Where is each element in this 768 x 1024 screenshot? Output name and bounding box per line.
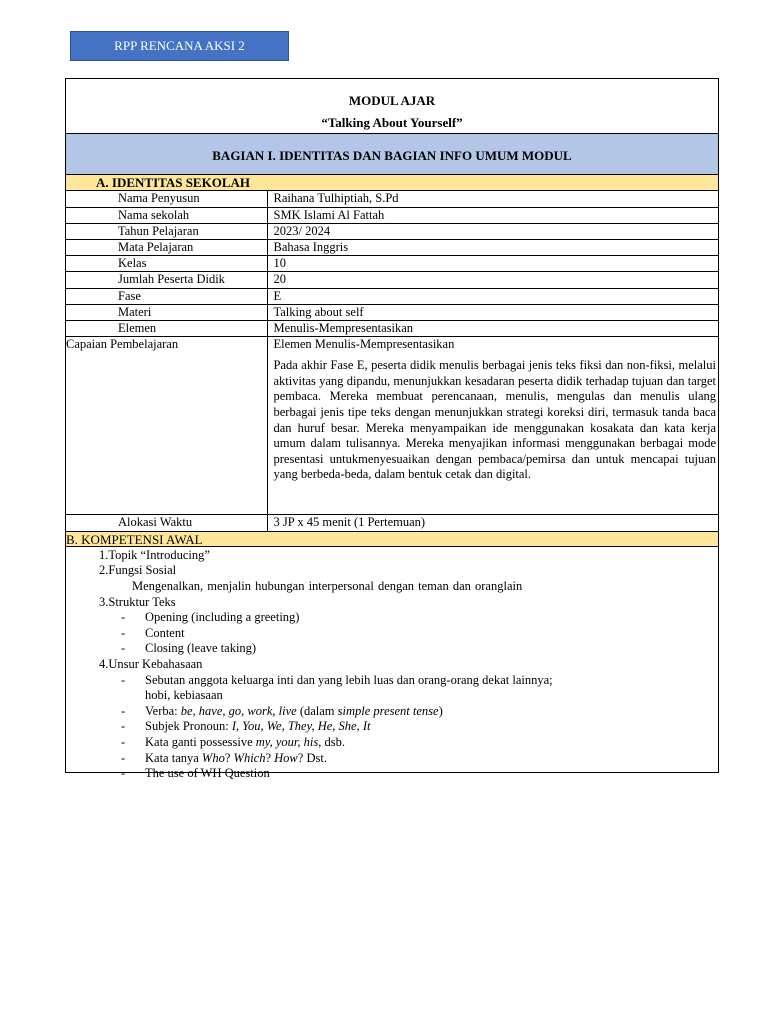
topik-item: 1.Topik “Introducing” [99,547,210,562]
subjek-words: I, You, We, They, He, She, It [231,719,371,734]
capaian-cell [267,337,718,515]
document-header [66,79,718,133]
list-item-text: Content [145,625,185,640]
row-label: Jumlah Peserta Didik [66,272,267,288]
dash-bullet: - [121,735,126,749]
list-item [66,751,718,767]
bagian-heading: BAGIAN I. IDENTITAS DAN BAGIAN INFO UMUM MODUL [66,133,718,175]
capaian-element-heading: Elemen Menulis-Mempresentasikan [273,337,455,352]
row-value: Bahasa Inggris [267,240,718,256]
tanya-suffix: ? Dst. [297,750,327,765]
unsur-list [66,673,718,689]
fungsi-item: 2.Fungsi Sosial [99,563,177,578]
possessive-words: my, your, his [255,735,319,749]
tanya-how: How [274,750,298,765]
document-subtitle: “Talking About Yourself” [321,115,463,130]
subjek-prefix: Subjek Pronoun: [145,719,232,734]
modul-ajar-document [65,78,719,781]
row-label: Materi [66,304,267,320]
possessive-prefix: Kata ganti possessive [145,735,256,749]
question-mark: ? [224,750,234,765]
row-label: Elemen [66,321,267,337]
list-item-text: Closing (leave taking) [145,641,257,656]
row-value: E [267,288,718,304]
row-label: Fase [66,288,267,304]
alokasi-value: 3 JP x 45 menit (1 Pertemuan) [267,515,718,531]
list-item [66,610,718,626]
dash-bullet: - [121,766,126,781]
possessive-suffix: , dsb. [318,735,345,749]
dash-bullet: - [121,625,126,640]
rpp-label: RPP RENCANA AKSI 2 [70,31,289,61]
table-row [66,272,718,288]
kompetensi-awal-content [66,547,718,782]
list-item [66,704,718,720]
dash-bullet: - [121,641,126,656]
list-item [66,641,718,657]
row-label: Kelas [66,256,267,272]
verba-mid: (dalam [296,703,338,718]
list-item-text: Sebutan anggota keluarga inti dan yang lebih luas dan orang-orang dekat lainnya; [145,672,553,687]
identitas-table [66,191,718,531]
table-row [66,240,718,256]
row-value: Talking about self [267,304,718,320]
table-row [66,223,718,239]
verba-tense: simple present tense [337,703,439,718]
dash-bullet: - [121,610,126,625]
dash-bullet: - [121,719,126,734]
list-item [66,719,718,735]
section-a-heading: A. IDENTITAS SEKOLAH [66,175,718,191]
section-b-heading: B. KOMPETENSI AWAL [66,531,718,547]
tanya-which: Which [233,750,266,765]
list-item [66,673,718,689]
alokasi-row [66,515,718,531]
struktur-item: 3.Struktur Teks [99,594,176,609]
verba-suffix: ) [438,703,443,718]
dash-bullet: - [121,672,126,687]
list-item [66,766,718,782]
row-label: Mata Pelajaran [66,240,267,256]
verba-words: be, have, go, work, live [180,703,297,718]
table-row [66,288,718,304]
verba-prefix: Verba: [145,703,181,718]
table-row [66,304,718,320]
dash-bullet: - [121,750,126,765]
table-row [66,207,718,223]
alokasi-label: Alokasi Waktu [118,515,193,530]
row-value: 20 [267,272,718,288]
document-title: MODUL AJAR [348,93,436,108]
tanya-prefix: Kata tanya [145,750,202,765]
question-mark: ? [265,750,275,765]
row-label: Nama Penyusun [66,191,267,207]
row-value: Menulis-Mempresentasikan [267,321,718,337]
row-value: 2023/ 2024 [267,223,718,239]
table-row [66,321,718,337]
table-row [66,191,718,207]
row-label: Nama sekolah [66,207,267,223]
capaian-description: Pada akhir Fase E, peserta didik menulis berbagai jenis teks fiksi dan non-fiksi, melalui aktivitas yang dipandu, menunjukkan kesadaran peserta didik terhadap tujuan dan target pembaca. Mereka membuat perencanaan, menulis, mengulas dan menulis ulang berbagai jenis tipe teks dengan menunjukkan strategi koreksi diri, termasuk tanda baca dan huruf besar. Mereka menyampaikan ide menggunakan kosakata dan kata kerja umum dalam tulisannya. Mereka menyajikan informasi menggunakan berbagai mode presentasi untukmenyesuaikan dengan pembaca/pemirsa dan untuk mencapai tujuan yang berbeda-beda, dalam bentuk cetak dan digital. [273,358,716,482]
row-value: Raihana Tulhiptiah, S.Pd [267,191,718,207]
unsur-continuation: hobi, kebiasaan [145,688,223,703]
dash-bullet: - [121,703,126,718]
table-row [66,256,718,272]
list-item-text: Opening (including a greeting) [145,610,300,625]
unsur-item: 4.Unsur Kebahasaan [99,657,203,672]
row-value: 10 [267,256,718,272]
row-value: SMK Islami Al Fattah [267,207,718,223]
struktur-list [66,610,718,657]
unsur-list-2 [66,704,718,782]
tanya-who: Who [201,750,225,765]
list-item-text: The use of WH Question [145,766,270,781]
row-label: Tahun Pelajaran [66,223,267,239]
capaian-label: Capaian Pembelajaran [66,337,267,515]
capaian-row [66,337,718,515]
fungsi-description: Mengenalkan, menjalin hubungan interpersonal dengan teman dan oranglain [132,579,523,594]
list-item [66,626,718,642]
list-item [66,735,718,751]
